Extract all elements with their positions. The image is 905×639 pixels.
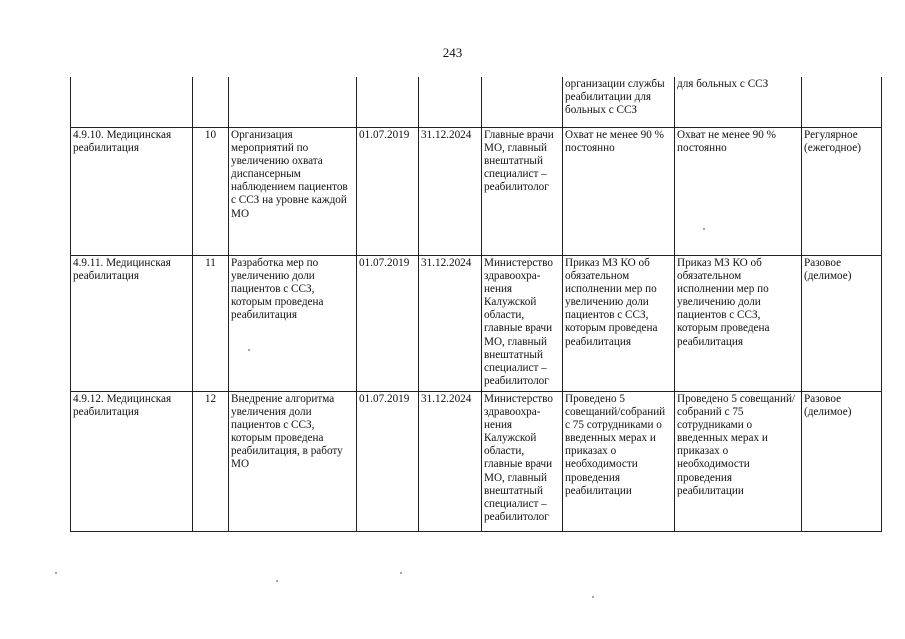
- responsible-cell: Министерство здравоохра-нения Калужской области, главные врачи МО, главный внештатный специалист – реабилитолог: [482, 392, 563, 532]
- type-cell: Регулярное (ежегодное): [802, 128, 882, 256]
- scan-speck: [400, 572, 402, 574]
- event-cell: Разработка мер по увеличению доли пациентов с ССЗ, которым проведена реабилитация: [229, 256, 357, 392]
- start-date-cell: 01.07.2019: [357, 392, 419, 532]
- measures-table: [70, 77, 882, 532]
- responsible-cell: Министерство здравоохра-нения Калужской области, главные врачи МО, главный внештатный специалист – реабилитолог: [482, 256, 563, 392]
- number-cell: 11: [193, 256, 229, 392]
- start-date-cell: 01.07.2019: [357, 128, 419, 256]
- result-cell: для больных с ССЗ: [675, 77, 802, 128]
- indicator-cell: Проведено 5 совещаний/собраний с 75 сотрудниками о введенных мерах и приказах о необходимости проведения реабилитации: [563, 392, 675, 532]
- section-cell: [71, 77, 193, 128]
- result-cell: Охват не менее 90 % постоянно: [675, 128, 802, 256]
- type-cell: [802, 77, 882, 128]
- indicator-cell: Приказ МЗ КО об обязательном исполнении мер по увеличению доли пациентов с ССЗ, которым проведена реабилитация: [563, 256, 675, 392]
- section-cell: 4.9.12. Медицинская реабилитация: [71, 392, 193, 532]
- end-date-cell: [419, 77, 482, 128]
- section-cell: 4.9.10. Медицинская реабилитация: [71, 128, 193, 256]
- number-cell: 12: [193, 392, 229, 532]
- responsible-cell: [482, 77, 563, 128]
- indicator-cell: организации службы реабилитации для больных с ССЗ: [563, 77, 675, 128]
- event-cell: Внедрение алгоритма увеличения доли пациентов с ССЗ, которым проведена реабилитация, в работу МО: [229, 392, 357, 532]
- scan-speck: [55, 572, 57, 574]
- result-cell: Проведено 5 совещаний/собраний с 75 сотрудниками о введенных мерах и приказах о необходимости проведения реабилитации: [675, 392, 802, 532]
- scan-speck: [592, 596, 594, 598]
- table-row: [71, 128, 882, 256]
- event-cell: [229, 77, 357, 128]
- section-cell: 4.9.11. Медицинская реабилитация: [71, 256, 193, 392]
- start-date-cell: 01.07.2019: [357, 256, 419, 392]
- number-cell: [193, 77, 229, 128]
- event-cell: Организация мероприятий по увеличению охвата диспансерным наблюдением пациентов с ССЗ на уровне каждой МО: [229, 128, 357, 256]
- table-row: [71, 256, 882, 392]
- end-date-cell: 31.12.2024: [419, 392, 482, 532]
- scan-speck: [276, 580, 278, 582]
- table-row: [71, 392, 882, 532]
- table-row: [71, 77, 882, 128]
- scan-speck: [703, 228, 705, 230]
- start-date-cell: [357, 77, 419, 128]
- responsible-cell: Главные врачи МО, главный внештатный специалист – реабилитолог: [482, 128, 563, 256]
- result-cell: Приказ МЗ КО об обязательном исполнении мер по увеличению доли пациентов с ССЗ, которым проведена реабилитация: [675, 256, 802, 392]
- type-cell: Разовое (делимое): [802, 256, 882, 392]
- indicator-cell: Охват не менее 90 % постоянно: [563, 128, 675, 256]
- scan-speck: [248, 349, 250, 351]
- type-cell: Разовое (делимое): [802, 392, 882, 532]
- number-cell: 10: [193, 128, 229, 256]
- page-number: 243: [442, 45, 463, 60]
- end-date-cell: 31.12.2024: [419, 128, 482, 256]
- end-date-cell: 31.12.2024: [419, 256, 482, 392]
